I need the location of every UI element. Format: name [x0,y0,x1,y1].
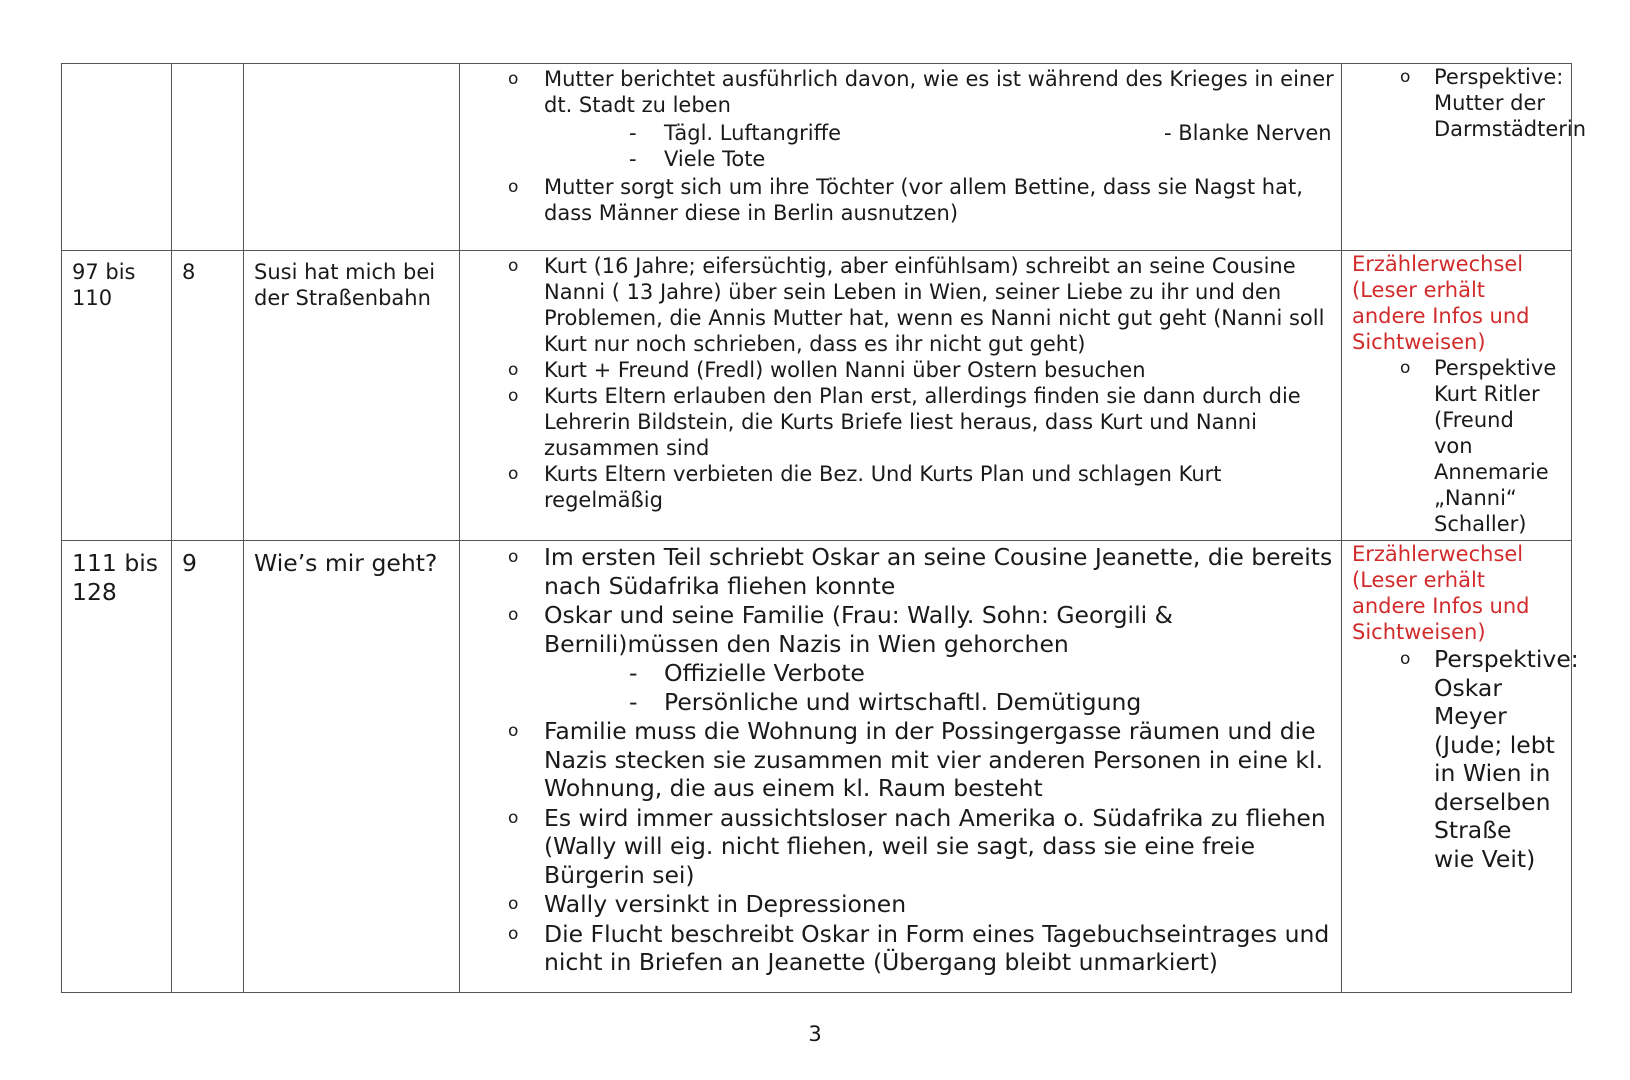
bullet-circle-icon: o [508,256,519,276]
bullet-circle-icon: o [508,923,519,944]
list-item: o Im ersten Teil schriebt Oskar an seine Cousine Jeanette, die bereits nach Südafrika fliehen konnte [508,543,1333,600]
list-item: o Mutter sorgt sich um ihre Töchter (vor allem Bettine, dass sie Nagst hat, dass Männer diese in Berlin ausnutzen) [508,175,1303,225]
list-item: o Oskar und seine Familie (Frau: Wally. Sohn: Georgili & Bernili)müssen den Nazis in Wien gehorchen [508,601,1173,658]
bullet-circle-icon: o [508,360,519,380]
chapter-cell: 9 [172,541,244,993]
perspective-cell [1342,64,1587,251]
bullet-circle-icon: o [508,894,519,914]
list-item: o Perspektive: Mutter der Darmstädterin [1400,65,1587,141]
list-item: o Die Flucht beschreibt Oskar in Form eines Tagebuchseintrages und nicht in Briefen an Jeanette (Übergang bleibt unmarkiert) [508,919,1330,976]
chapter-cell: 8 [172,251,244,541]
bullet-circle-icon: o [508,547,519,567]
list-item: o Familie muss die Wohnung in der Possingergasse räumen und die Nazis stecken sie zusammen mit vier anderen Personen in eine kl. Wohnung, die aus einem kl. Raum besteht [508,717,1324,802]
bullet-circle-icon: o [508,69,519,89]
title-cell: Susi hat mich bei der Straßenbahn [244,251,460,541]
title-cell [244,64,460,251]
list-item: o Mutter berichtet ausführlich davon, wie es ist während des Krieges in einer dt. Stadt zu leben [508,67,1334,117]
narrator-change-label: Erzählerwechsel (Leser erhält andere Infos und Sichtweisen) [1352,542,1530,644]
table-row [62,64,1572,251]
bullet-circle-icon: o [1400,358,1411,378]
bullet-circle-icon: o [1400,67,1411,87]
perspective-cell [1342,541,1579,993]
bullet-circle-icon: o [508,721,519,741]
list-item: - Tägl. Luftangriffe [629,121,842,145]
table-row [62,541,1572,993]
perspective-cell [1342,251,1572,541]
list-item: - Persönliche und wirtschaftl. Demütigung [629,687,1142,716]
list-item: o Perspektive Kurt Ritler (Freund von Annemarie „Nanni“ Schaller) [1400,356,1557,536]
bullet-circle-icon: o [508,807,519,828]
content-cell [460,541,1342,993]
content-cell [460,64,1342,251]
list-item: - Blanke Nerven [1164,121,1332,145]
list-item: - Offizielle Verbote [629,659,865,687]
list-item: o Perspektive: Oskar Meyer (Jude; lebt in Wien in derselben Straße wie Veit) [1400,645,1579,873]
list-item: o Kurts Eltern erlauben den Plan erst, allerdings finden sie dann durch die Lehrerin Bildstein, die Kurts Briefe liest heraus, dass Kurt und Nanni zusammen sind [508,384,1301,460]
pages-cell [62,64,172,251]
bullet-circle-icon: o [1400,649,1411,669]
content-cell [460,251,1342,541]
title-cell: Wie’s mir geht? [244,541,460,993]
page-number: 3 [808,1022,822,1046]
list-item: - Viele Tote [629,147,766,171]
bullet-circle-icon: o [508,177,519,197]
bullet-circle-icon: o [508,386,519,406]
list-item: o Es wird immer aussichtsloser nach Amerika o. Südafrika zu fliehen (Wally will eig. nicht fliehen, weil sie sagt, dass sie eine freie Bürgerin sei) [508,803,1326,889]
sub-list [460,659,1341,716]
bullet-circle-icon: o [508,605,519,625]
list-item: o Kurts Eltern verbieten die Bez. Und Kurts Plan und schlagen Kurt regelmäßig [508,462,1222,512]
list-item: o Kurt (16 Jahre; eifersüchtig, aber einfühlsam) schreibt an seine Cousine Nanni ( 13 Jahre) über sein Leben in Wien, seiner Liebe zu ihr und den Problemen, die Annis Mutter hat, wenn es Nanni nicht gut geht (Nanni soll Kurt nur noch schrieben, dass es ihr nicht gut geht) [508,254,1325,356]
pages-cell: 97 bis 110 [62,251,172,541]
list-item: o Wally versinkt in Depressionen [508,890,907,918]
narrator-change-label: Erzählerwechsel (Leser erhält andere Infos und Sichtweisen) [1352,252,1530,354]
chapter-cell [172,64,244,251]
list-item: o Kurt + Freund (Fredl) wollen Nanni über Ostern besuchen [508,358,1146,382]
bullet-circle-icon: o [508,464,519,484]
pages-cell: 111 bis 128 [62,541,172,993]
sub-list [460,120,1341,172]
table-row [62,251,1572,541]
summary-table [61,63,1587,993]
